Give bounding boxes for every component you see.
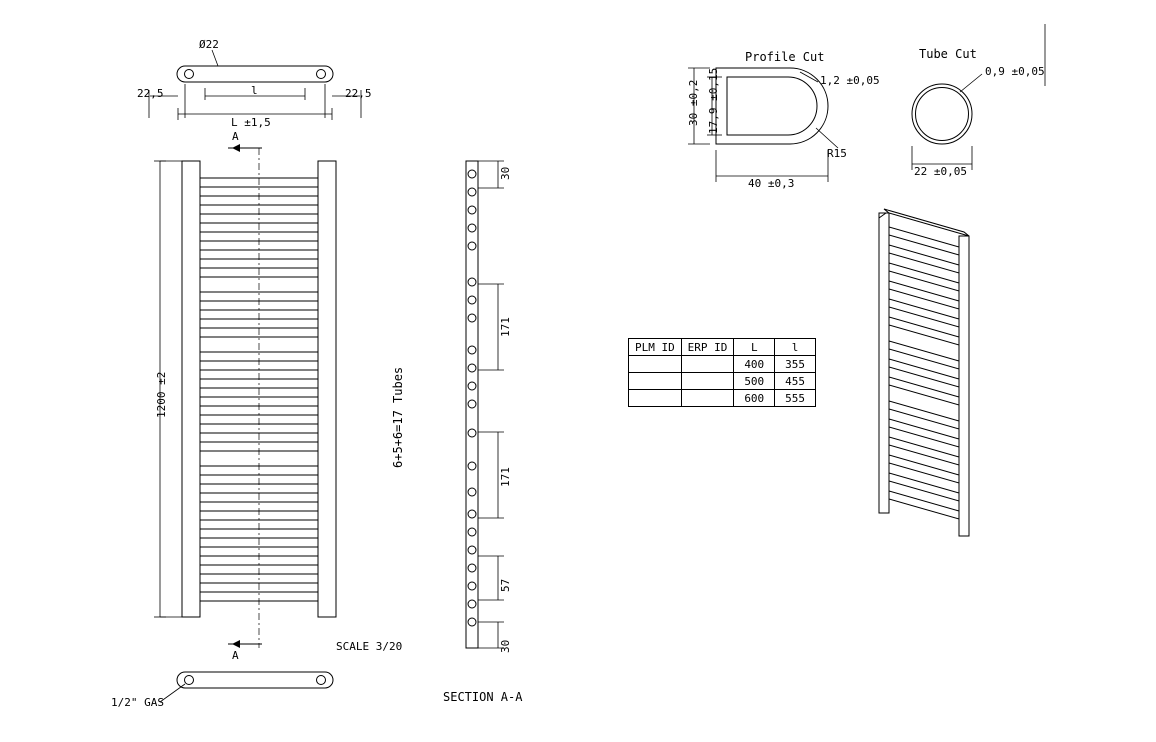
gas-connection-label: 1/2" GAS	[111, 696, 164, 709]
cell-erp-id	[681, 373, 734, 390]
bottom-view-tube	[160, 672, 333, 702]
top-view-right-offset-label: 22,5	[345, 87, 372, 100]
tube-cut-title: Tube Cut	[919, 47, 977, 61]
id-table	[628, 338, 816, 407]
table-header-plm-id: PLM ID	[629, 339, 682, 356]
table-row	[629, 390, 816, 407]
cell-l-upper: 400	[734, 356, 775, 373]
isometric-view	[879, 209, 969, 536]
table-header-l-upper: L	[734, 339, 775, 356]
cell-plm-id	[629, 373, 682, 390]
table-row	[629, 356, 816, 373]
tubes-count-note: 6+5+6=17 Tubes	[391, 366, 405, 468]
table-header-row	[629, 339, 816, 356]
cell-erp-id	[681, 356, 734, 373]
section-arrow-label-top: A	[232, 130, 239, 143]
tube-cut-diameter-label: 22 ±0,05	[914, 165, 967, 178]
cell-erp-id	[681, 390, 734, 407]
cell-plm-id	[629, 390, 682, 407]
cell-l-lower: 355	[775, 356, 816, 373]
table-header-l-lower: l	[775, 339, 816, 356]
cell-l-lower: 455	[775, 373, 816, 390]
cell-l-upper: 500	[734, 373, 775, 390]
section-title-label: SECTION A-A	[443, 690, 523, 704]
top-view-diameter-label: Ø22	[199, 38, 219, 51]
cell-l-upper: 600	[734, 390, 775, 407]
front-view-height-label: 1200 ±2	[155, 371, 168, 418]
cell-plm-id	[629, 356, 682, 373]
top-view-length-label: L ±1,5	[231, 116, 271, 129]
profile-cut-thickness-label: 1,2 ±0,05	[820, 74, 880, 87]
side-view-pitch-lower-label: 171	[499, 467, 512, 487]
front-view-radiator	[154, 144, 336, 648]
tube-cut-thickness-label: 0,9 ±0,05	[985, 65, 1045, 78]
tube-cut-detail	[912, 24, 1045, 170]
scale-label: SCALE 3/20	[336, 640, 403, 653]
profile-cut-inner-height-label: 17,9 ±0,15	[707, 67, 720, 134]
section-view	[466, 161, 504, 648]
side-view-top-gap-label: 30	[499, 166, 512, 180]
profile-cut-title: Profile Cut	[745, 50, 825, 64]
profile-cut-radius-label: R15	[827, 147, 847, 160]
profile-cut-width-label: 40 ±0,3	[748, 177, 795, 190]
cell-l-lower: 555	[775, 390, 816, 407]
side-view-small-pitch-label: 57	[499, 578, 512, 592]
top-view-left-offset-label: 22,5	[137, 87, 164, 100]
table-row	[629, 373, 816, 390]
section-arrow-label-bottom: A	[232, 649, 239, 662]
top-view-inner-length-label: l	[251, 84, 258, 97]
table-header-erp-id: ERP ID	[681, 339, 734, 356]
side-view-pitch-upper-label: 171	[499, 317, 512, 337]
profile-cut-height-label: 30 ±0,2	[687, 79, 700, 126]
side-view-bottom-gap-label: 30	[499, 639, 512, 653]
